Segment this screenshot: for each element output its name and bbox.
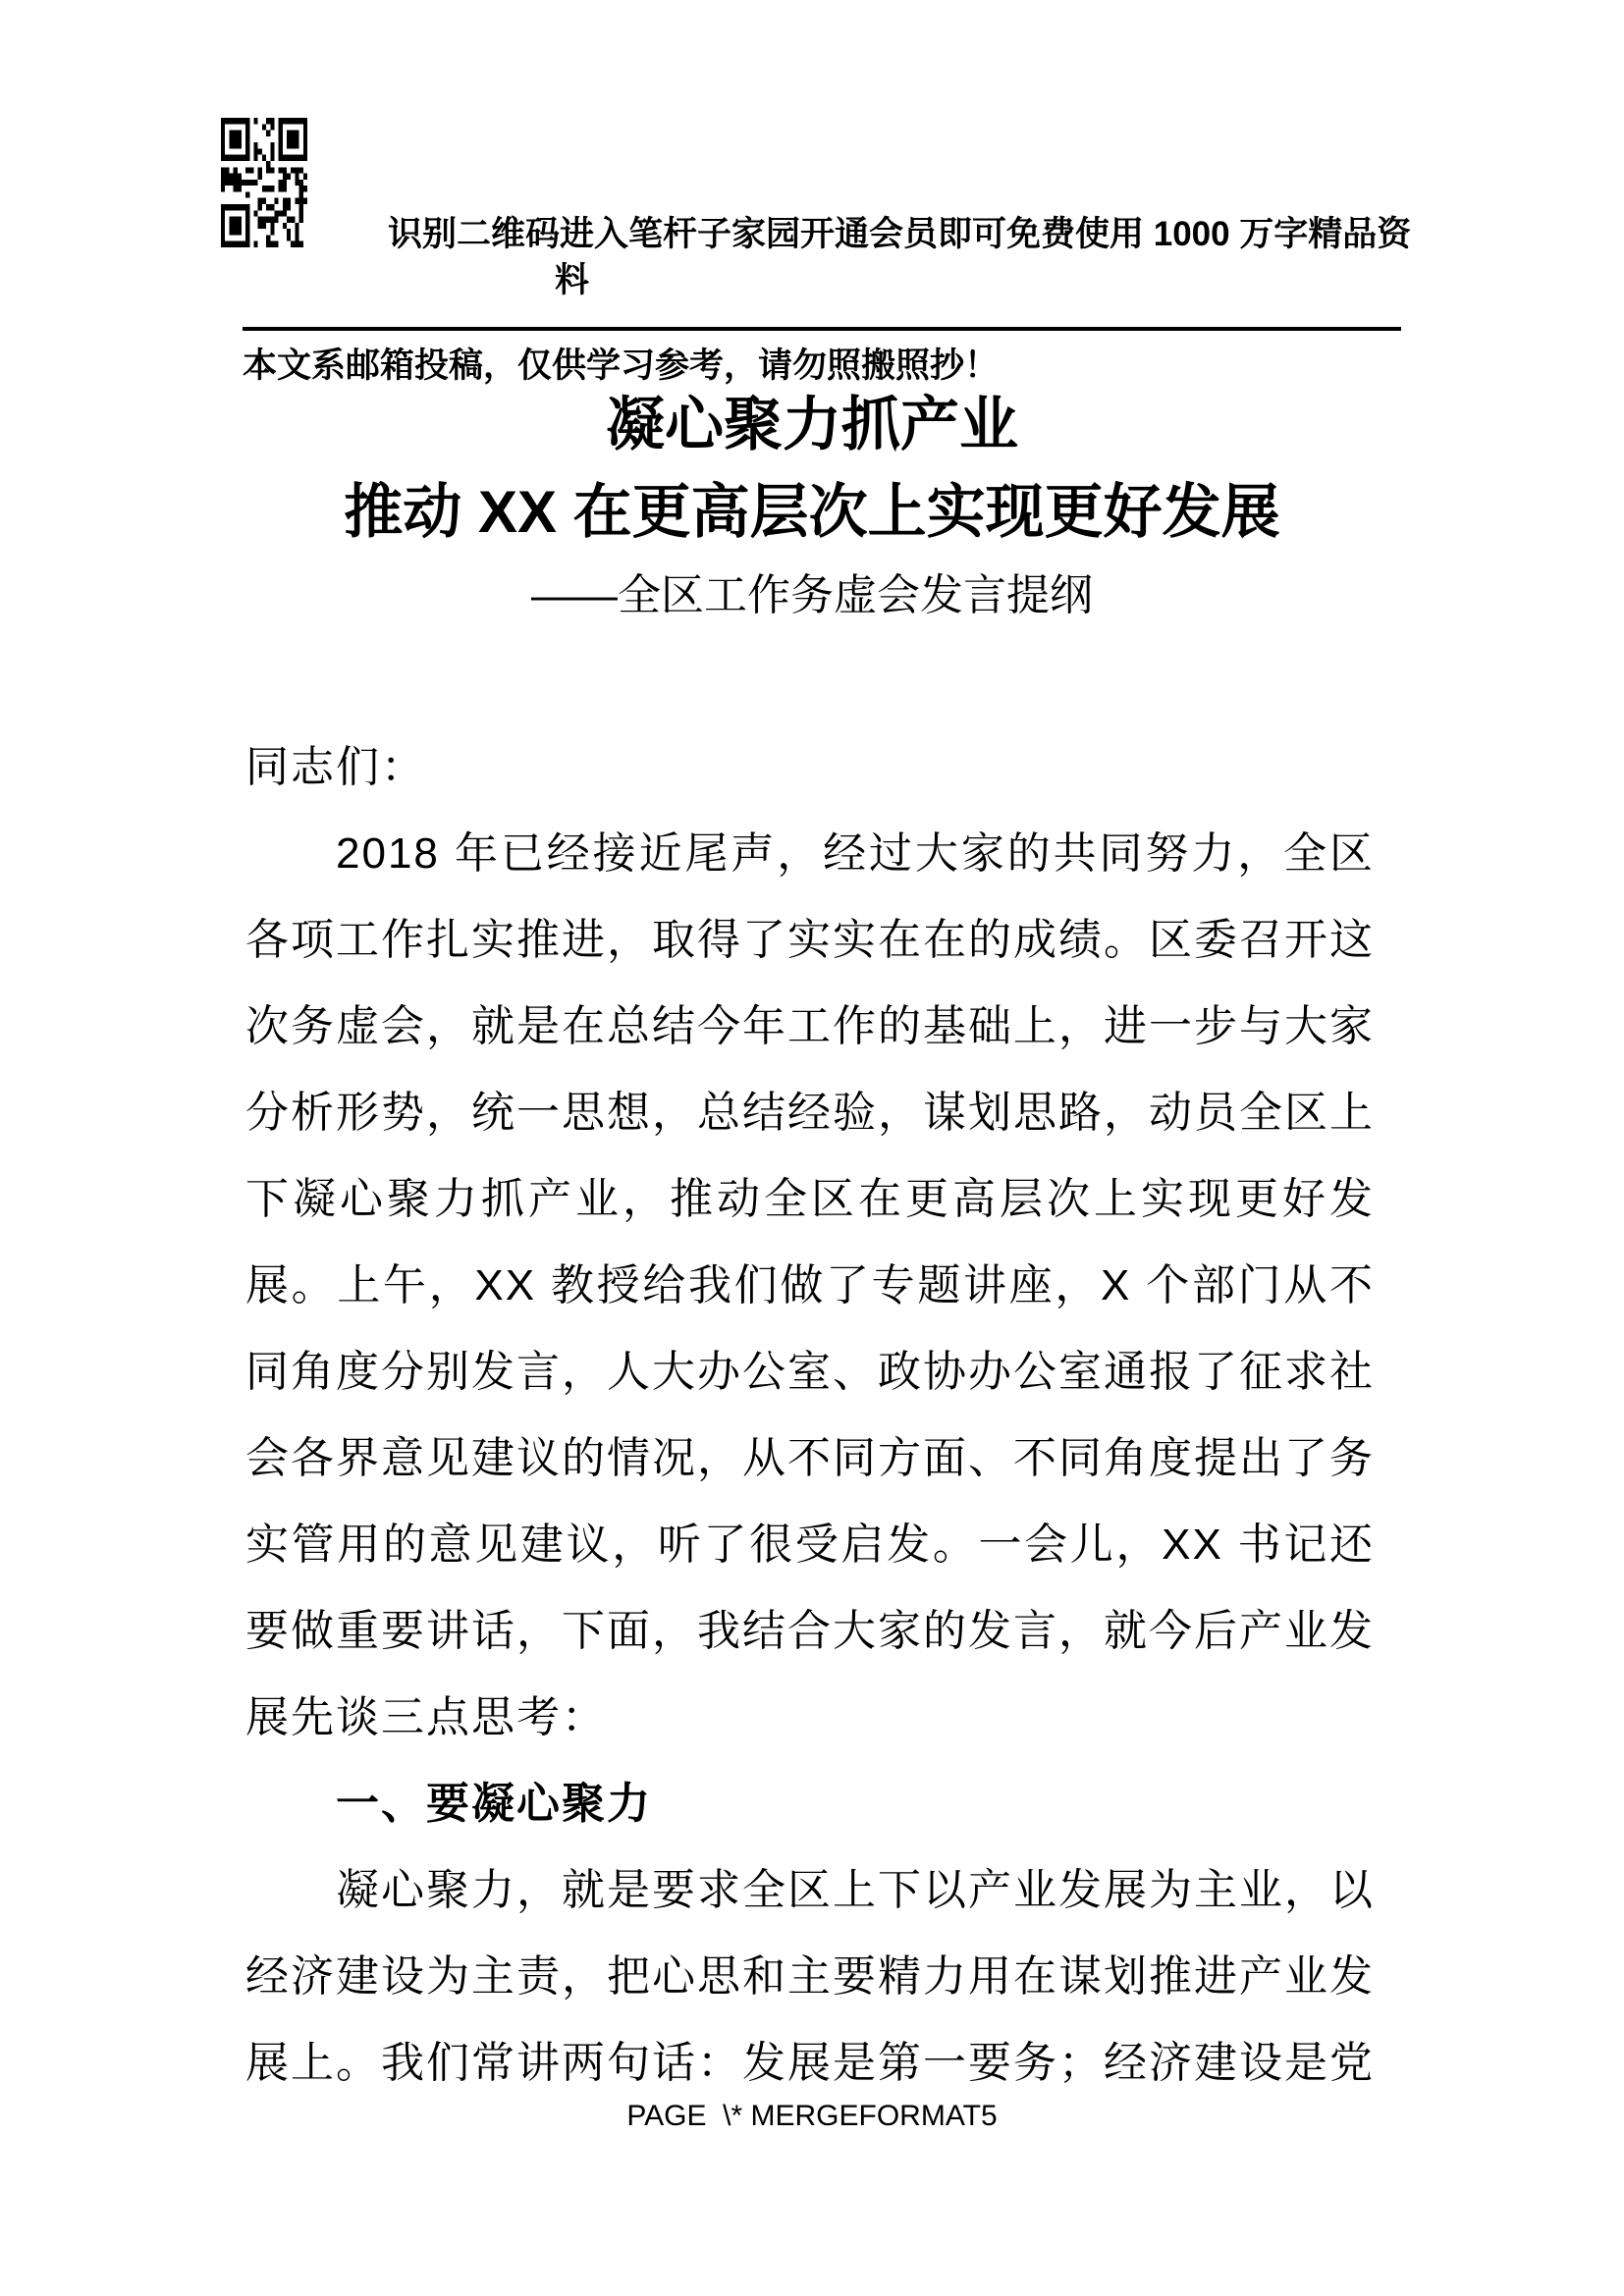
- notice-text: 本文系邮箱投稿，仅供学习参考，请勿照搬照抄！: [243, 347, 1000, 385]
- banner-text-line1: 识别二维码进入笔杆子家园开通会员即可免费使用 1000 万字精品资: [388, 215, 1412, 253]
- document-title-line1: 凝心聚力抓产业: [606, 392, 1018, 457]
- paragraph-1: 2018 年已经接近尾声，经过大家的共同努力，全区各项工作扎实推进，取得了实实在在的成绩。区委召开这次务虚会，就是在总结今年工作的基础上，进一步与大家分析形势，统一思想，总结经验，谋划思路，动员全区上下凝心聚力抓产业，推动全区在更高层次上实现更好发展。上午，XX 教授给我们做了专题讲座，X 个部门从不同角度分别发言，人大办公室、政协办公室通报了征求社会各界意见建议的情况，从不同方面、不同角度提出了务实管用的意见建议，听了很受启发。一会儿，XX 书记还要做重要讲话，下面，我结合大家的发言，就今后产业发展先谈三点思考：: [245, 829, 1375, 1741]
- page-footer-field: PAGE \* MERGEFORMAT5: [626, 2100, 998, 2132]
- qr-code: [221, 118, 307, 247]
- qr-code-graphic: [221, 118, 307, 247]
- banner-text-line2: 料: [555, 261, 590, 299]
- salutation: 同志们：: [245, 743, 426, 791]
- horizontal-rule: [243, 327, 1401, 331]
- paragraph-2: 凝心聚力，就是要求全区上下以产业发展为主业，以经济建设为主责，把心思和主要精力用在谋划推进产业发展上。我们常讲两句话：发展是第一要务；经济建设是党: [245, 1866, 1375, 2087]
- document-body: [245, 724, 1375, 2107]
- document-title-line2: 推动 XX 在更高层次上实现更好发展: [344, 479, 1280, 545]
- section-heading-1: 一、要凝心聚力: [336, 1780, 652, 1828]
- document-subtitle: ——全区工作务虚会发言提纲: [531, 571, 1093, 619]
